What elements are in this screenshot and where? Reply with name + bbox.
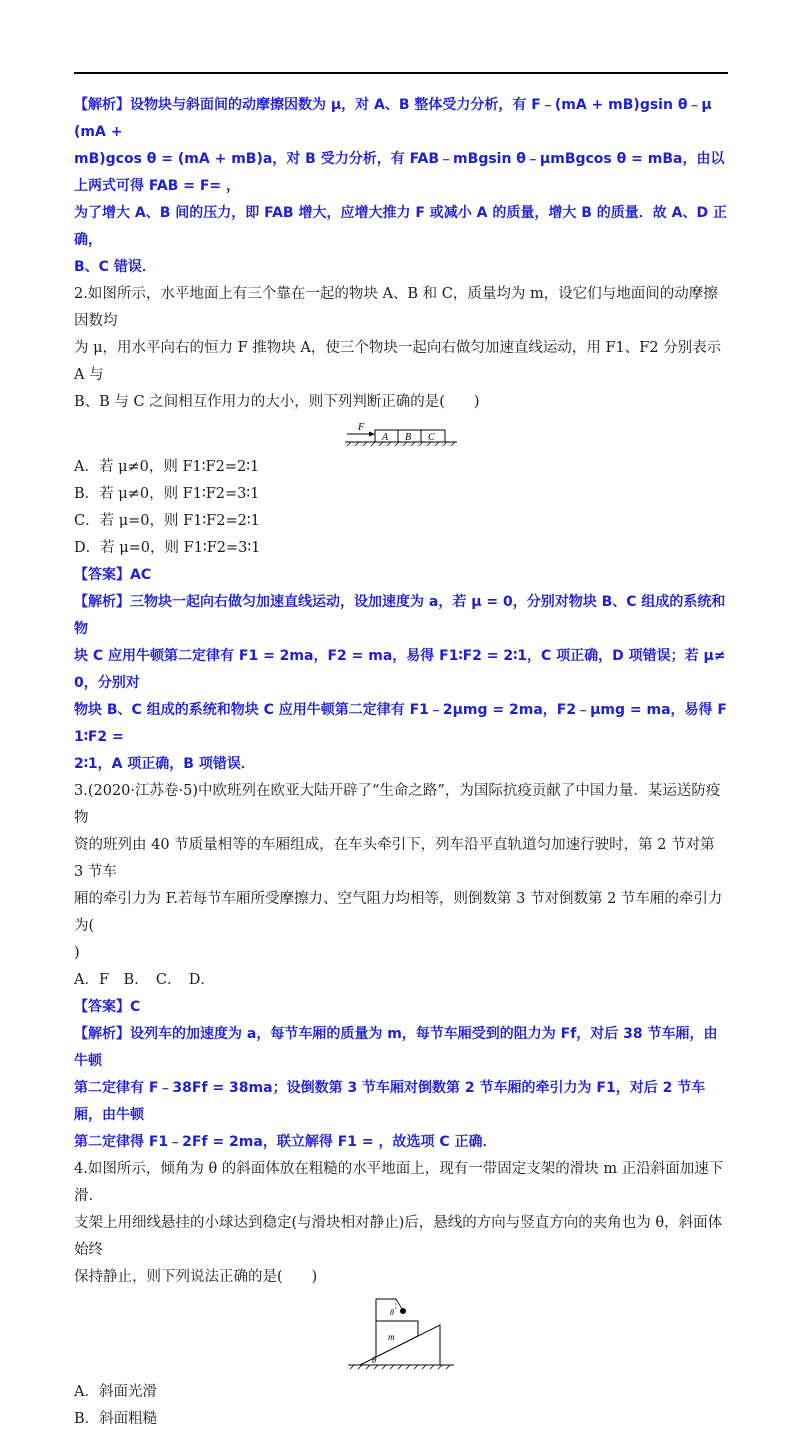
question-3 <box>74 778 728 1156</box>
header-rule <box>74 72 728 74</box>
question-line: 支架上用细线悬挂的小球达到稳定(与滑块相对静止)后，悬线的方向与竖直方向的夹角也为 θ，斜面体始终 <box>74 1215 723 1258</box>
incline-figure <box>346 1295 456 1375</box>
question-line: 4.如图所示，倾角为 θ 的斜面体放在粗糙的水平地面上，现有一带固定支架的滑块 m 正沿斜面加速下滑． <box>74 1161 724 1204</box>
block-c-label: C <box>428 432 435 443</box>
question-line: 2.如图所示，水平地面上有三个靠在一起的物块 A、B 和 C，质量均为 m，设它们与地面间的动摩擦因数均 <box>74 286 718 329</box>
option-a: A．若 μ≠0，则 F1∶F2=2∶1 <box>74 459 260 475</box>
options-row: A．F B． C． D． <box>74 972 215 988</box>
theta-top-label: θ <box>390 1308 394 1317</box>
answer: 【答案】AC <box>74 567 152 583</box>
question-line: 保持静止，则下列说法正确的是( ) <box>74 1269 318 1285</box>
block-b-label: B <box>405 432 412 443</box>
question-line: B、B 与 C 之间相互作用力的大小，则下列判断正确的是( ) <box>74 394 480 410</box>
question-4 <box>74 1156 728 1433</box>
block-a-label: A <box>382 432 389 443</box>
option-c: C．若 μ=0，则 F1∶F2=2∶1 <box>74 513 260 529</box>
analysis-tag: 【解析】 <box>74 594 130 610</box>
analysis-tag: 【解析】 <box>74 1026 130 1042</box>
option-b: B．斜面粗糙 <box>74 1411 158 1427</box>
analysis-line: 设物块与斜面间的动摩擦因数为 μ，对 A、B 整体受力分析，有 F﹣(mA + mB)gsin θ﹣μ(mA + <box>74 97 712 140</box>
theta-bottom-label: θ <box>372 1355 377 1365</box>
analysis-tag: 【解析】 <box>74 97 130 113</box>
option-a: A．斜面光滑 <box>74 1384 157 1400</box>
option-b: B．若 μ≠0，则 F1∶F2=3∶1 <box>74 486 260 502</box>
analysis-line: 第二定律有 F﹣38Ff = 38ma；设倒数第 3 节车厢对倒数第 2 节车厢的牵引力为 F1，对后 2 节车厢，由牛顿 <box>74 1080 706 1123</box>
analysis-line: mB)gcos θ = (mA + mB)a，对 B 受力分析，有 FAB﹣mBgsin θ﹣μmBgcos θ = mBa，由以上两式可得 FAB = F= ， <box>74 151 725 194</box>
question-line: 3.(2020·江苏卷·5)中欧班列在欧亚大陆开辟了“生命之路”，为国际抗疫贡献了中国力量．某运送防疫物 <box>74 783 721 826</box>
analysis-line: B、C 错误． <box>74 259 156 275</box>
analysis-line: 块 C 应用牛顿第二定律有 F1 = 2ma，F2 = ma，易得 F1∶F2 = 2∶1，C 项正确，D 项错误；若 μ≠0，分别对 <box>74 648 726 691</box>
question-2 <box>74 281 728 778</box>
analysis-line: 三物块一起向右做匀加速直线运动，设加速度为 a，若 μ = 0，分别对物块 B、C 组成的系统和物 <box>74 594 726 637</box>
analysis-line: 2∶1，A 项正确，B 项错误． <box>74 756 255 772</box>
blocks-figure <box>341 420 461 450</box>
answer: 【答案】C <box>74 999 141 1015</box>
mass-label: m <box>388 1332 395 1342</box>
document-body <box>74 92 728 1433</box>
option-d: D．若 μ=0，则 F1∶F2=3∶1 <box>74 540 261 556</box>
analysis-line: 第二定律得 F1﹣2Ff = 2ma，联立解得 F1 = ，故选项 C 正确． <box>74 1134 497 1150</box>
analysis-line: 设列车的加速度为 a，每节车厢的质量为 m，每节车厢受到的阻力为 Ff，对后 38 节车厢，由牛顿 <box>74 1026 718 1069</box>
force-label: F <box>358 422 365 433</box>
question-line: 厢的牵引力为 F.若每节车厢所受摩擦力、空气阻力均相等，则倒数第 3 节对倒数第 2 节车厢的牵引力为( <box>74 891 723 934</box>
question-line: ) <box>74 945 80 961</box>
question-line: 资的班列由 40 节质量相等的车厢组成，在车头牵引下，列车沿平直轨道匀加速行驶时，第 2 节对第 3 节车 <box>74 837 715 880</box>
analysis-line: 为了增大 A、B 间的压力，即 FAB 增大，应增大推力 F 或减小 A 的质量，增大 B 的质量．故 A、D 正确， <box>74 205 727 248</box>
analysis-line: 物块 B、C 组成的系统和物块 C 应用牛顿第二定律有 F1﹣2μmg = 2ma，F2﹣μmg = ma，易得 F1∶F2 = <box>74 702 727 745</box>
q1-analysis <box>74 92 728 281</box>
question-line: 为 μ，用水平向右的恒力 F 推物块 A，使三个物块一起向右做匀加速直线运动，用 F1、F2 分别表示 A 与 <box>74 340 722 383</box>
